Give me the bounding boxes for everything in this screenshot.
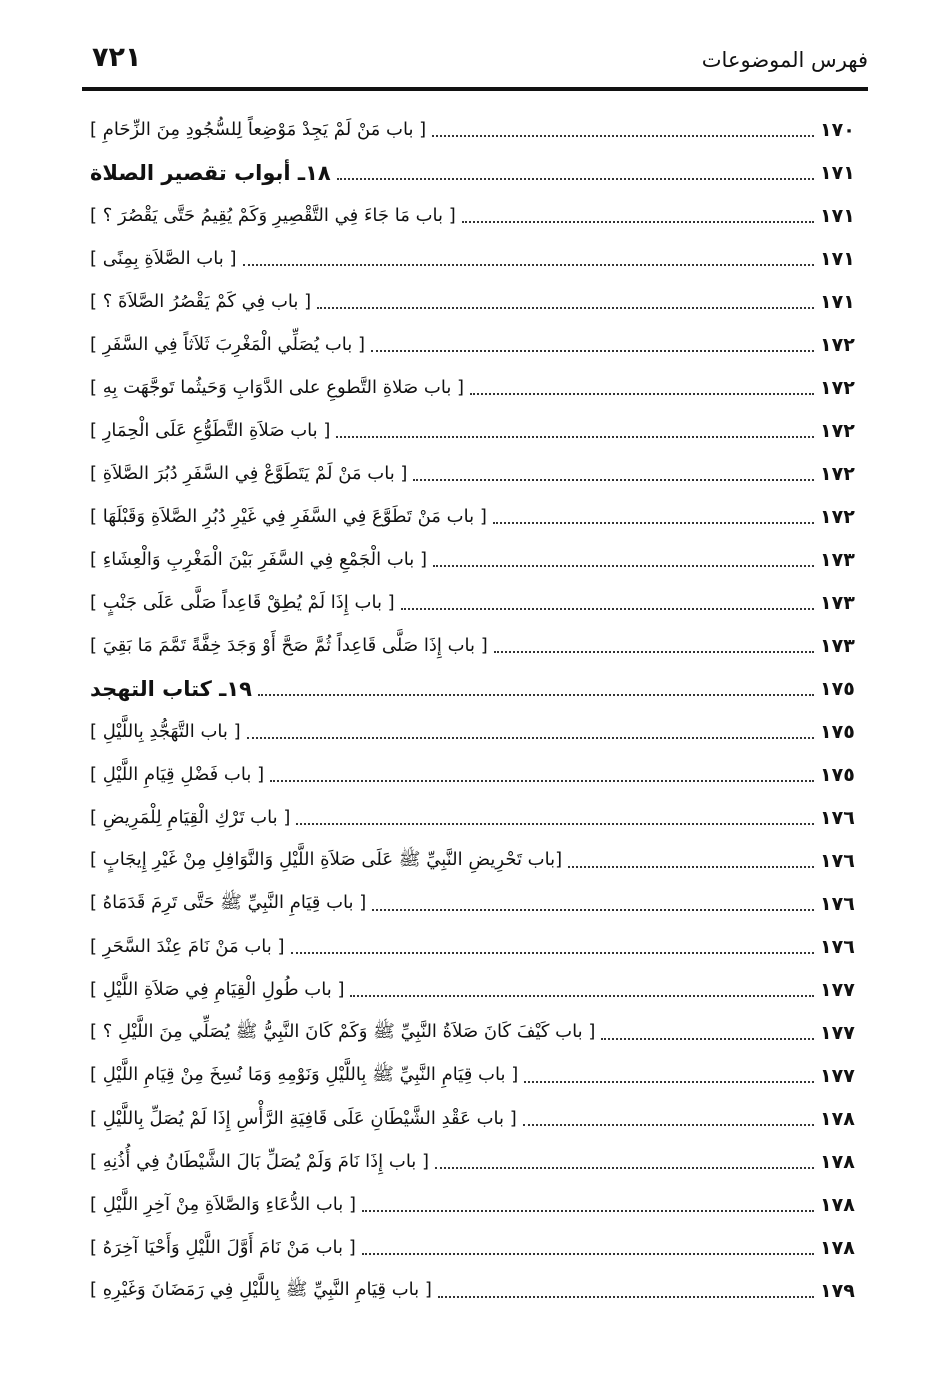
page-reference: ١٧١: [820, 290, 855, 313]
page-reference: ١٧٦: [820, 849, 855, 872]
toc-entry-row: [82, 1054, 868, 1097]
toc-entry-row: [82, 968, 868, 1011]
entry-title: [ باب فَضْلِ قِيَامِ اللَّيْلِ ]: [90, 764, 265, 785]
dot-leader: [291, 952, 814, 954]
page-reference: ١٧٢: [820, 462, 855, 485]
toc-entry-row: [82, 194, 868, 237]
dot-leader: [568, 866, 814, 868]
dot-leader: [270, 780, 814, 782]
entry-title: [ باب مَا جَاءَ فِي التَّقْصِيرِ وَكَمْ يُقِيمُ حَتَّى يَقْصُرَ ؟ ]: [90, 205, 456, 226]
toc-entry-row: [82, 839, 868, 882]
page-reference: ١٧٦: [820, 935, 855, 958]
entry-title: [ باب الدُّعَاءِ وَالصَّلاَةِ مِنْ آخِرِ اللَّيْلِ ]: [90, 1194, 357, 1215]
entry-title: [ باب مَنْ لَمْ يَجِدْ مَوْضِعاً لِلسُّجُودِ مِنَ الزِّحَامِ ]: [90, 119, 427, 140]
page-reference: ١٧٧: [820, 1021, 855, 1044]
dot-leader: [413, 479, 814, 481]
toc-entry-row: [82, 1269, 868, 1312]
entry-title: [ باب مَنْ تَطَوَّعَ فِي السَّفَرِ فِي غَيْرِ دُبُرِ الصَّلاَةِ وَقَبْلَهَا ]: [90, 506, 487, 527]
page-reference: ١٧١: [820, 247, 855, 270]
page-reference: ١٧٦: [820, 892, 855, 915]
page-reference: ١٧٣: [820, 591, 855, 614]
table-of-contents: [82, 108, 868, 1312]
toc-chapter-row: [82, 151, 868, 194]
dot-leader: [372, 909, 814, 911]
page-reference: ١٧١: [820, 204, 855, 227]
entry-title: [ باب الْجَمْعِ فِي السَّفَرِ بَيْنَ الْمَغْرِبِ وَالْعِشَاءِ ]: [90, 549, 427, 570]
page-reference: ١٧٣: [820, 634, 855, 657]
page-reference: ١٧٧: [820, 978, 855, 1001]
page-reference: ١٧٥: [820, 720, 855, 743]
running-title: فهرس الموضوعات: [701, 48, 868, 72]
dot-leader: [337, 178, 814, 180]
toc-entry-row: [82, 1097, 868, 1140]
page-reference: ١٧٨: [820, 1107, 855, 1130]
page-reference: ١٧٨: [820, 1150, 855, 1173]
entry-title: [ باب الصَّلاَةِ بِمِنًى ]: [90, 248, 237, 269]
dot-leader: [317, 307, 814, 309]
toc-entry-row: [82, 495, 868, 538]
dot-leader: [362, 1253, 814, 1255]
entry-title: [ باب مَنْ نَامَ أَوَّلَ اللَّيْلِ وَأَحْيَا آخِرَهُ ]: [90, 1237, 356, 1258]
toc-entry-row: [82, 1226, 868, 1269]
dot-leader: [462, 221, 814, 223]
toc-entry-row: [82, 538, 868, 581]
page-reference: ١٧٥: [820, 677, 855, 700]
dot-leader: [247, 737, 814, 739]
dot-leader: [336, 436, 814, 438]
page-reference: ١٧٦: [820, 806, 855, 829]
dot-leader: [435, 1167, 814, 1169]
dot-leader: [438, 1296, 814, 1298]
dot-leader: [470, 393, 814, 395]
entry-title: [ باب فِي كَمْ يَقْصُرُ الصَّلاَةَ ؟ ]: [90, 291, 312, 312]
entry-title: ١٨ـ أبواب تقصير الصلاة: [90, 160, 331, 185]
toc-entry-row: [82, 581, 868, 624]
page-reference: ١٧٨: [820, 1236, 855, 1259]
entry-title: [ باب قِيَامِ النَّبِيِّ ﷺ حَتَّى تَرِمَ قَدَمَاهُ ]: [90, 891, 367, 913]
toc-entry-row: [82, 624, 868, 667]
entry-title: [ باب صَلاةِ التَّطوعِ على الدَّوَابِ وَحَيثُما تَوجَّهَت بِهِ ]: [90, 377, 465, 398]
toc-entry-row: [82, 882, 868, 925]
entry-title: [ باب مَنْ لَمْ يَتَطَوَّعْ فِي السَّفَرِ دُبُرَ الصَّلاَةِ ]: [90, 463, 408, 484]
entry-title: [ باب إِذَا نَامَ وَلَمْ يُصَلِّ بَالَ الشَّيْطَانُ فِي أُذُنِهِ ]: [90, 1151, 430, 1172]
entry-title: [ باب إِذَا لَمْ يُطِقْ قَاعِداً صَلَّى عَلَى جَنْبٍ ]: [90, 592, 395, 613]
toc-entry-row: [82, 108, 868, 151]
entry-title: [ باب عَقْدِ الشَّيْطَانِ عَلَى قَافِيَةِ الرَّأْسِ إِذَا لَمْ يُصَلِّ بِاللَّيْلِ ]: [90, 1108, 517, 1129]
toc-entry-row: [82, 1140, 868, 1183]
entry-title: [ باب تَرْكِ الْقِيَامِ لِلْمَرِيضِ ]: [90, 807, 291, 828]
entry-title: [ باب مَنْ نَامَ عِنْدَ السَّحَرِ ]: [90, 936, 285, 957]
toc-entry-row: [82, 753, 868, 796]
page-reference: ١٧٠: [820, 118, 855, 141]
page-reference: ١٧٢: [820, 376, 855, 399]
toc-entry-row: [82, 710, 868, 753]
dot-leader: [258, 694, 814, 696]
dot-leader: [432, 135, 814, 137]
toc-entry-row: [82, 237, 868, 280]
page-reference: ١٧٩: [820, 1279, 855, 1302]
entry-title: [ باب يُصَلِّي الْمَغْرِبَ ثَلاَثاً فِي السَّفَرِ ]: [90, 334, 366, 355]
entry-title: [ باب صَلاَةِ التَّطَوُّعِ عَلَى الْحِمَارِ ]: [90, 420, 331, 441]
dot-leader: [493, 522, 814, 524]
entry-title: [باب تَحْرِيضِ النَّبِيِّ ﷺ عَلَى صَلاَةِ اللَّيْلِ وَالنَّوَافِلِ مِنْ غَيْرِ إِيجَابٍ ]: [90, 848, 563, 870]
toc-entry-row: [82, 280, 868, 323]
header-rule: [82, 87, 868, 91]
dot-leader: [433, 565, 814, 567]
page-reference: ١٧٢: [820, 505, 855, 528]
dot-leader: [601, 1038, 814, 1040]
dot-leader: [524, 1081, 814, 1083]
toc-entry-row: [82, 796, 868, 839]
dot-leader: [371, 350, 814, 352]
page-reference: ١٧٨: [820, 1193, 855, 1216]
toc-entry-row: [82, 323, 868, 366]
page-reference: ١٧٣: [820, 548, 855, 571]
page-reference: ١٧٢: [820, 333, 855, 356]
page-reference: ١٧١: [820, 161, 855, 184]
entry-title: [ باب قِيَامِ النَّبِيِّ ﷺ بِاللَّيْلِ وَنَوْمِهِ وَمَا نُسِخَ مِنْ قِيَامِ اللَّيْلِ ]: [90, 1063, 519, 1085]
page-reference: ١٧٧: [820, 1064, 855, 1087]
page-reference: ١٧٢: [820, 419, 855, 442]
dot-leader: [243, 264, 815, 266]
entry-title: [ باب طُولِ الْقِيَامِ فِي صَلاَةِ اللَّيْلِ ]: [90, 979, 345, 1000]
toc-chapter-row: [82, 667, 868, 710]
toc-entry-row: [82, 409, 868, 452]
entry-title: [ باب إِذَا صَلَّى قَاعِداً ثُمَّ صَحَّ أَوْ وَجَدَ خِفَّةً تَمَّمَ مَا بَقِيَ ]: [90, 635, 488, 656]
page-number: ٧٢١: [92, 42, 142, 73]
dot-leader: [362, 1210, 814, 1212]
dot-leader: [401, 608, 814, 610]
entry-title: [ باب قِيَامِ النَّبِيِّ ﷺ بِاللَّيْلِ فِي رَمَضَانَ وَغَيْرِهِ ]: [90, 1278, 432, 1300]
entry-title: ١٩ـ كتاب التهجد: [90, 676, 252, 701]
toc-entry-row: [82, 1011, 868, 1054]
page-header: [82, 38, 868, 90]
toc-entry-row: [82, 925, 868, 968]
toc-entry-row: [82, 366, 868, 409]
toc-entry-row: [82, 1183, 868, 1226]
toc-entry-row: [82, 452, 868, 495]
dot-leader: [523, 1124, 814, 1126]
dot-leader: [296, 823, 814, 825]
dot-leader: [350, 995, 814, 997]
entry-title: [ باب كَيْفَ كَانَ صَلاَةُ النَّبِيِّ ﷺ وَكَمْ كَانَ النَّبِيُّ ﷺ يُصَلِّي مِنَ اللَّيْلِ ؟ ]: [90, 1020, 596, 1042]
entry-title: [ باب التَّهَجُّدِ بِاللَّيْلِ ]: [90, 721, 241, 742]
dot-leader: [494, 651, 814, 653]
page-reference: ١٧٥: [820, 763, 855, 786]
